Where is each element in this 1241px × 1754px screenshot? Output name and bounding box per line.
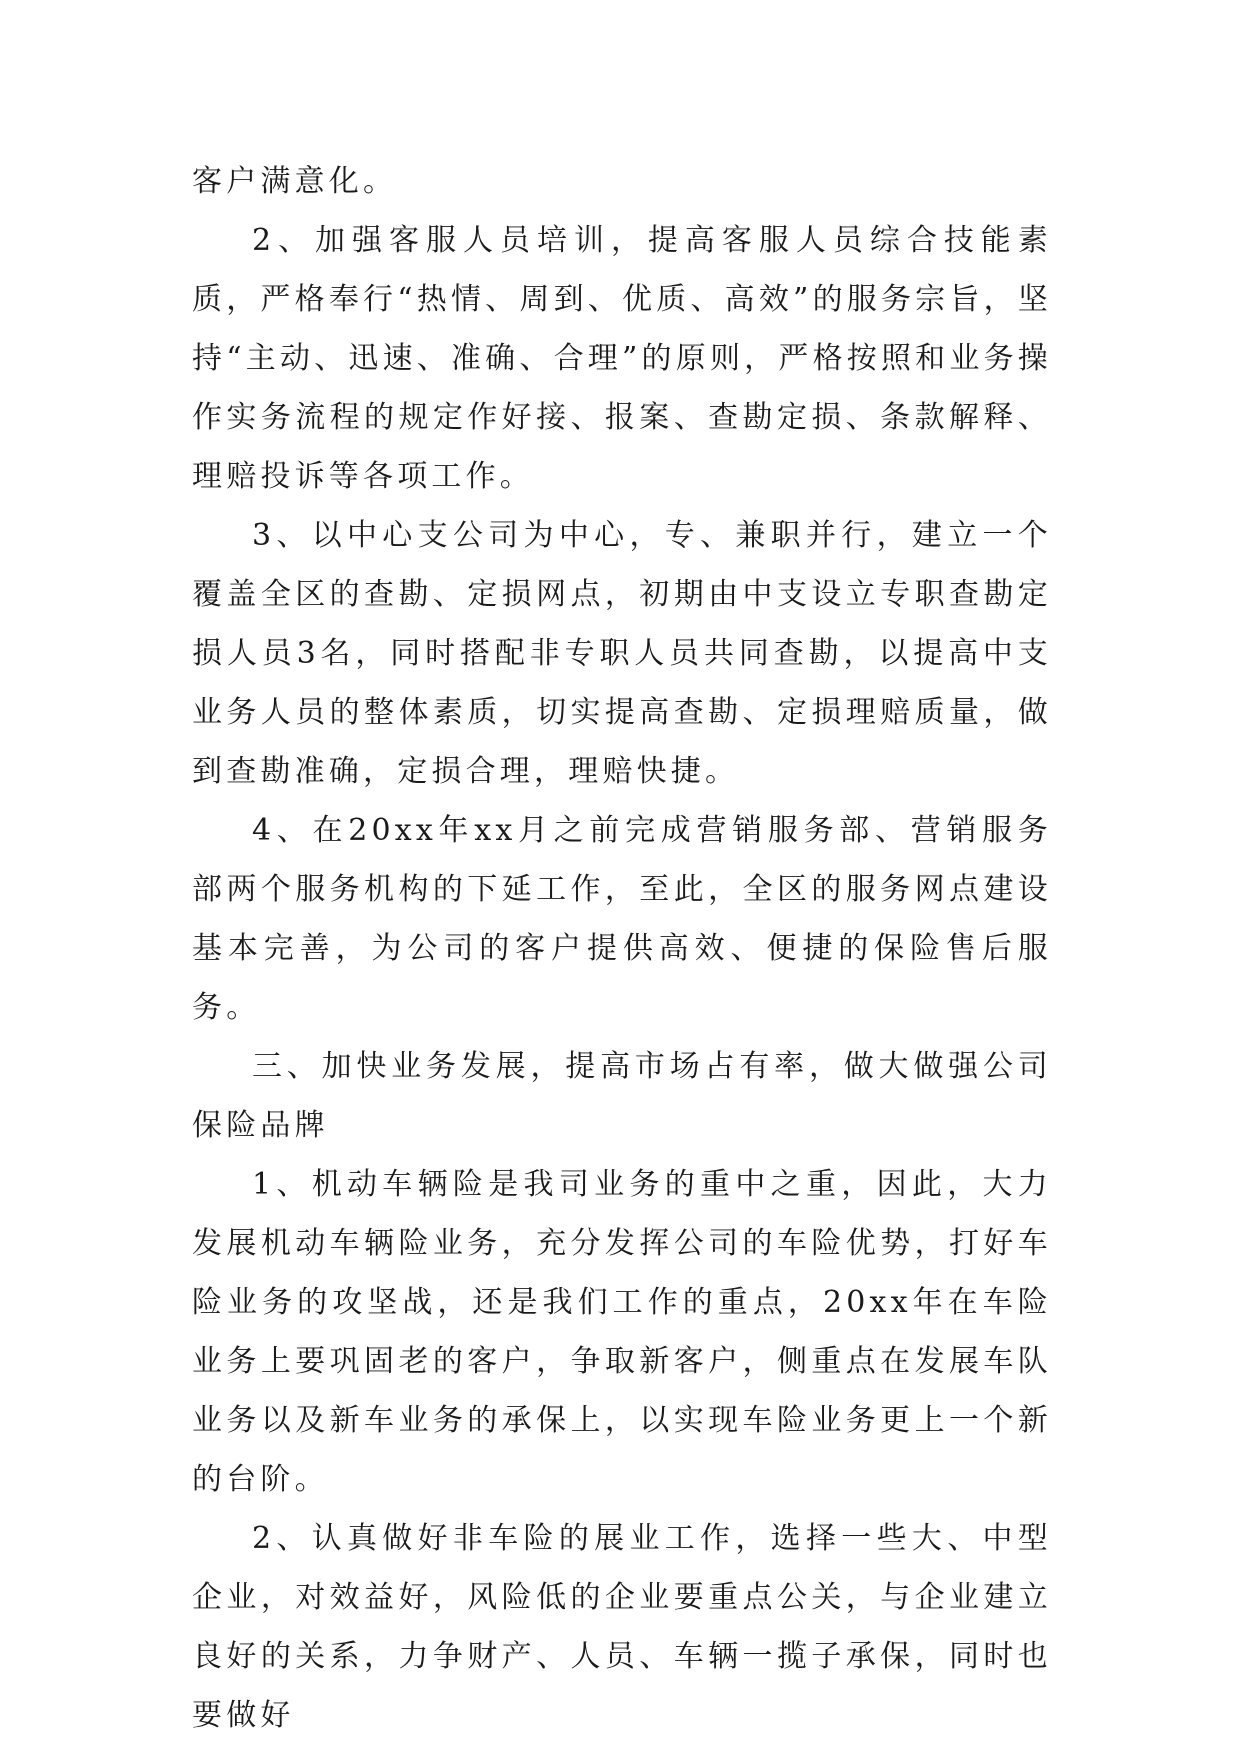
- document-body: [192, 152, 1052, 1745]
- section-heading-business-development: 三、加快业务发展，提高市场占有率，做大做强公司保险品牌: [192, 1049, 1052, 1143]
- paragraph-non-motor-insurance: 2、认真做好非车险的展业工作，选择一些大、中型企业，对效益好，风险低的企业要重点公关，与企业建立良好的关系，力争财产、人员、车辆一揽子承保，同时也要做好: [192, 1521, 1052, 1733]
- paragraph-customer-service-training: 2、加强客服人员培训，提高客服人员综合技能素质，严格奉行“热情、周到、优质、高效”的服务宗旨，坚持“主动、迅速、准确、合理”的原则，严格按照和业务操作实务流程的规定作好接、报案、查勘定损、条款解释、理赔投诉等各项工作。: [192, 223, 1052, 494]
- paragraph-survey-network: 3、以中心支公司为中心，专、兼职并行，建立一个覆盖全区的查勘、定损网点，初期由中支设立专职查勘定损人员3名，同时搭配非专职人员共同查勘，以提高中支业务人员的整体素质，切实提高查勘、定损理赔质量，做到查勘准确，定损合理，理赔快捷。: [192, 518, 1052, 789]
- paragraph-motor-vehicle-insurance: 1、机动车辆险是我司业务的重中之重，因此，大力发展机动车辆险业务，充分发挥公司的车险优势，打好车险业务的攻坚战，还是我们工作的重点，20xx年在车险业务上要巩固老的客户，争取新客户，侧重点在发展车队业务以及新车业务的承保上，以实现车险业务更上一个新的台阶。: [192, 1167, 1052, 1497]
- paragraph-service-outlets: 4、在20xx年xx月之前完成营销服务部、营销服务部两个服务机构的下延工作，至此，全区的服务网点建设基本完善，为公司的客户提供高效、便捷的保险售后服务。: [192, 813, 1052, 1025]
- paragraph-continuation: 客户满意化。: [192, 164, 398, 199]
